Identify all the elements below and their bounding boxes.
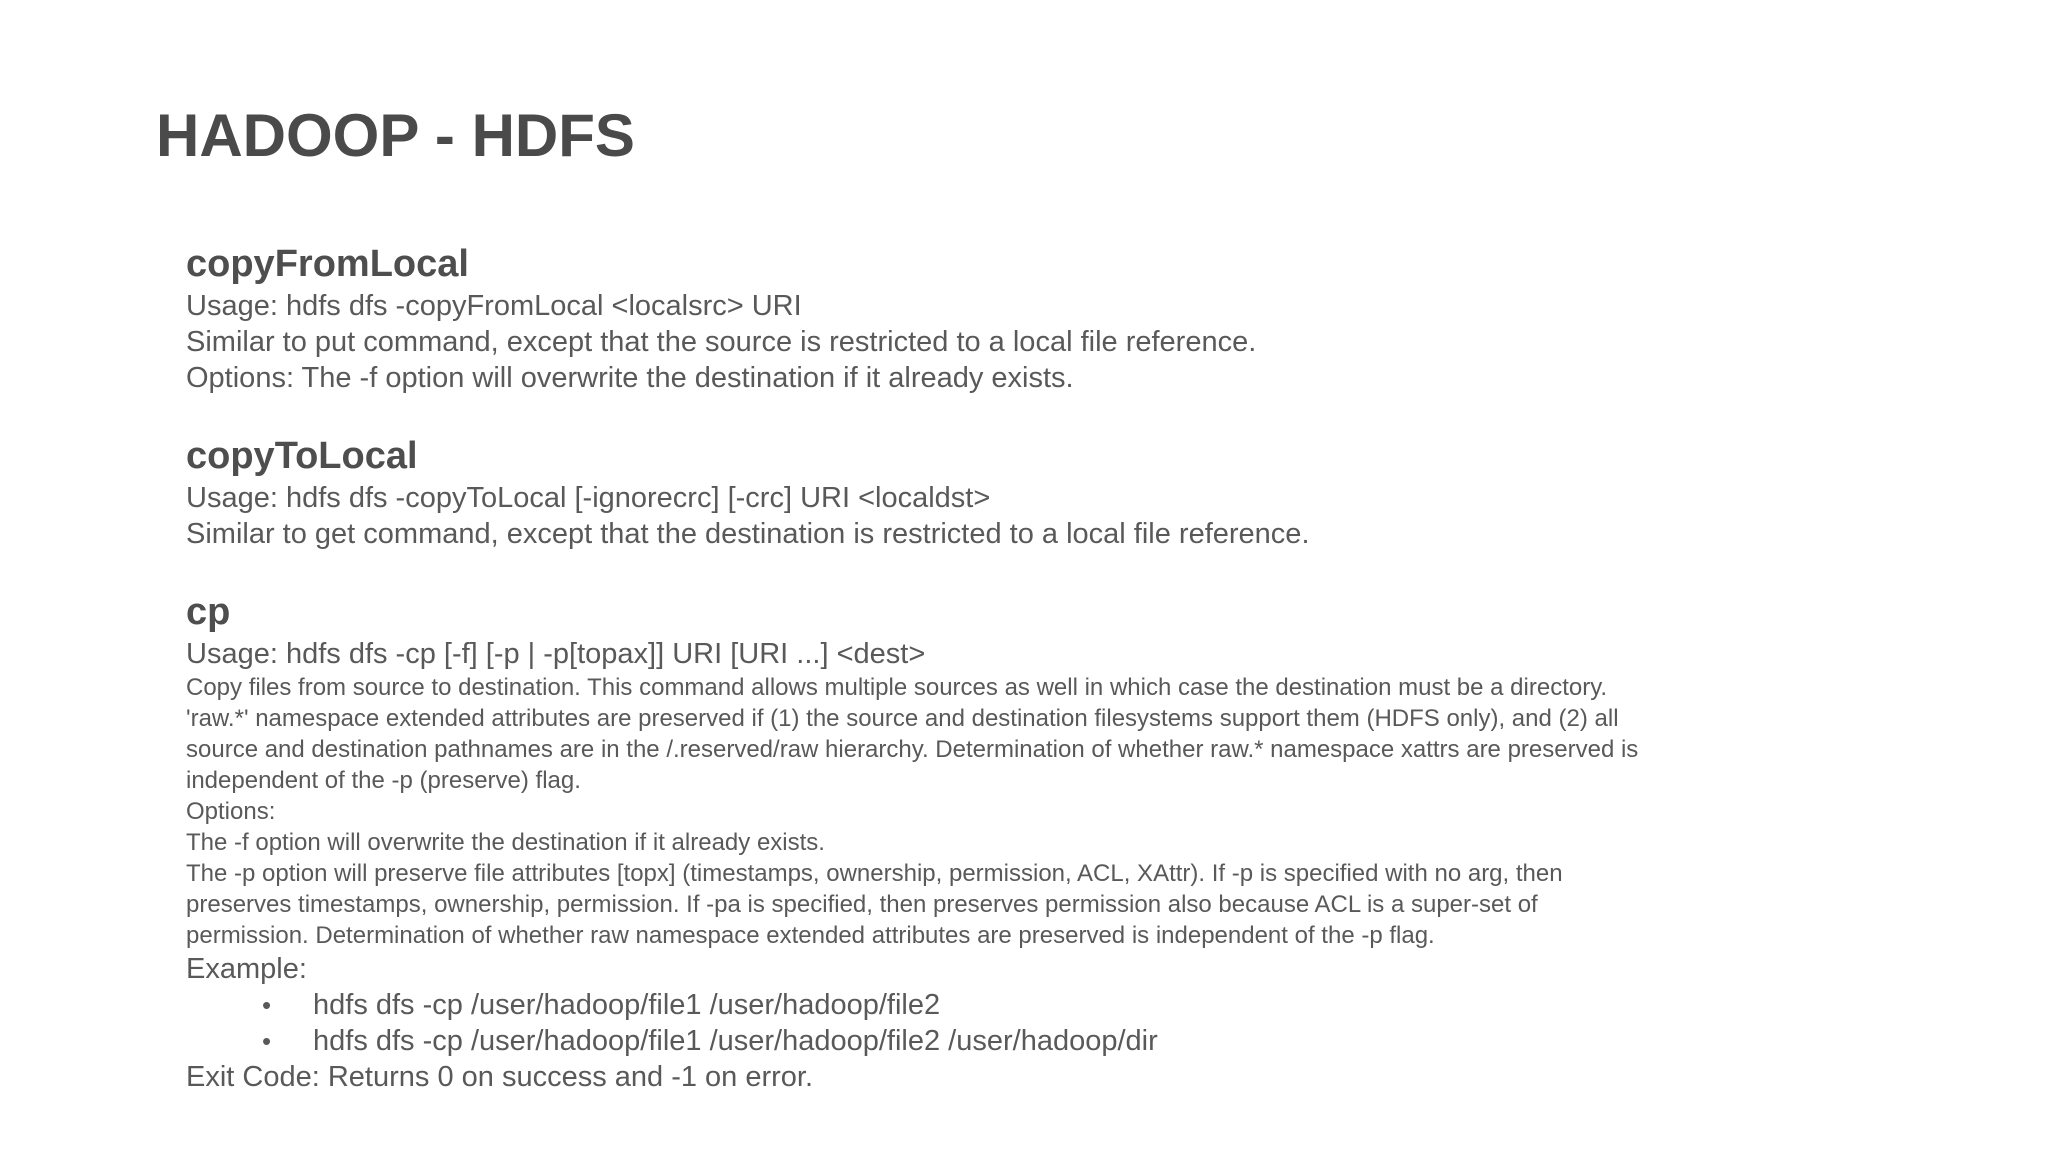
command-heading: cp [186, 591, 231, 633]
description-line: Similar to get command, except that the destination is restricted to a local file reference. [186, 518, 1310, 550]
list-item [186, 1023, 1786, 1059]
bullet-icon: • [262, 990, 272, 1020]
detail-line: Copy files from source to destination. This command allows multiple sources as well in which case the destination must be a directory. [186, 674, 1608, 701]
example-list [186, 987, 1786, 1059]
slide-body [186, 240, 1786, 1095]
example-label: Example: [186, 953, 307, 985]
example-command: hdfs dfs -cp /user/hadoop/file1 /user/hadoop/file2 /user/hadoop/dir [313, 1025, 1158, 1057]
detail-line: permission. Determination of whether raw namespace extended attributes are preserved is independent of the -p flag. [186, 922, 1435, 949]
command-heading: copyFromLocal [186, 243, 469, 285]
detail-line: The -p option will preserve file attributes [topx] (timestamps, ownership, permission, ACL, XAttr). If -p is specified with no arg, then [186, 860, 1563, 887]
usage-line: Usage: hdfs dfs -cp [-f] [-p | -p[topax]] URI [URI ...] <dest> [186, 638, 926, 670]
description-line: Similar to put command, except that the source is restricted to a local file reference. [186, 326, 1257, 358]
detail-line: The -f option will overwrite the destination if it already exists. [186, 829, 825, 856]
detail-line: 'raw.*' namespace extended attributes are preserved if (1) the source and destination filesystems support them (HDFS only), and (2) all [186, 705, 1619, 732]
usage-line: Usage: hdfs dfs -copyFromLocal <localsrc> URI [186, 290, 802, 322]
bullet-icon: • [262, 1026, 272, 1056]
section-cp [186, 588, 1786, 1095]
detail-line: preserves timestamps, ownership, permission. If -pa is specified, then preserves permission also because ACL is a super-set of [186, 891, 1538, 918]
usage-line: Usage: hdfs dfs -copyToLocal [-ignorecrc] [-crc] URI <localdst> [186, 482, 991, 514]
list-item [186, 987, 1786, 1023]
section-copyfromlocal [186, 240, 1786, 396]
section-copytolocal [186, 432, 1786, 552]
options-line: Options: The -f option will overwrite the destination if it already exists. [186, 362, 1074, 394]
exit-code-line: Exit Code: Returns 0 on success and -1 on error. [186, 1061, 814, 1093]
detail-line: independent of the -p (preserve) flag. [186, 767, 581, 794]
detail-line: source and destination pathnames are in the /.reserved/raw hierarchy. Determination of whether raw.* namespace xattrs are preserved is [186, 736, 1639, 763]
example-command: hdfs dfs -cp /user/hadoop/file1 /user/hadoop/file2 [313, 989, 941, 1021]
slide-title: HADOOP - HDFS [156, 102, 635, 169]
detail-line: Options: [186, 798, 276, 825]
command-heading: copyToLocal [186, 435, 418, 477]
